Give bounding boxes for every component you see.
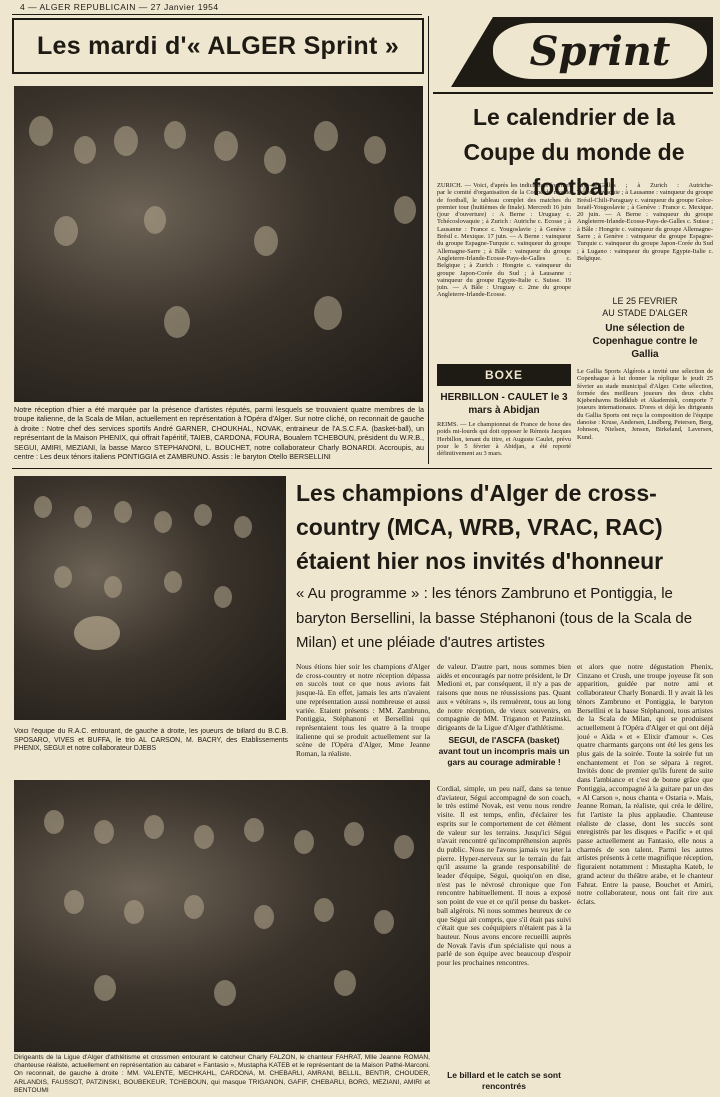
cross-col-b2: Cordial, simple, un peu naïf, dans sa tenue d'aviateur, Ségui accompagné de son coach, le très estimé Novak, est venu nous rendre visite. Il est temps, enfin, d'éclairer les esprits sur le comportement de cet élément de valeur sur les terrains. Jusqu'ici Ségui n'avait rencontré qu'incompréhension auprès du public. Nous ne l'avons jamais vu jeter la pierre. Hyper-nerveux sur le terrain du fait qu'il assume la grande responsabilité de leader d'équipe, Ségui, quoiqu'on en dise, n'est pas le névrosé chronique que l'on rencontre habituellement. Il nous a exposé son point de vue et ce qu'il pense du basket-ball algérois. Ni nous sommes heureux de ce que Ségui ait compris, que s'il était pas suivi c'était que ses coéquipiers n'étaient pas à la hauteur. Nous avons encore recueilli auprès de Novak l'avis d'un spécialiste qui nous a parlé de son équipe avec beaucoup d'espoir pour les prochaines rencontres.: [437, 785, 571, 968]
cross-col-c: et alors que notre dégustation Phenix, Cinzano et Crush, une troupe joyeuse fit son apparition, guidée par notre ami et collaborateur Charly Bonardi. Il y avait là les ténors Zambruno et Pontiggia, le baryton Bersellini et la basse Stéphanoni, tous artistes de la Scala de Milan, qui se produisent actuellement à l'Opéra d'Alger et qui ont déjà joué « Aïda » et « Elixir d'amour ». Ces quatre charmants garçons ont été les gens les plus gais de la soirée. Toute la soirée fut un enchantement et l'on se sépara à regret. Invités donc de premier qu'ils furent de suite dans l'ambiance et c'est de bonne grâce que Pontiggia, accompagné à la guitare par un des « Al Carson », nous chanta « Ostaria ». Mais, Jeanne Roman, la réaliste, qui créa le délire, fut l'artiste la plus applaudie. Chanteuse réaliste de classe, dont les succès sont enregistrés par les disques « Pacific » et qui passe actuellement au Fantasio, elle nous a charmés de son talent. Parmi les autres artistes présents à cette magnifique réception, figuraient notamment : Mustapha Kateb, le grand acteur du théâtre arabe, et le chanteur Fahrat. Entre la pause, Bouchet et Amiri, notre collaborateur, nous ont fait rire aux éclats.: [577, 663, 713, 906]
boxe-headline: HERBILLON - CAULET le 3 mars à Abidjan: [440, 392, 568, 416]
cross-col-b: de valeur. D'autre part, nous sommes bien aidés et encouragés par notre président, le Dr Medioni et, par conséquent, il n'y a pas de raisons que nous ne réussissions pas. Quant aux « vétérans », ils remuèrent, tous au long de notre réception, de vieux souvenirs, en compagnie de MM. Triganon et Patzinski, dirigeants de la Ligue d'Alger d'athlétisme.: [437, 663, 571, 732]
boxe-body: REIMS. — Le championnat de France de boxe des poids mi-lourds qui doit opposer le Rémois Jacques Herbillon, tenant du titre, et Auguste Caulet, prévu pour le 5 février à Abidjan, a été reporté définitivement au 3 mars.: [437, 421, 571, 458]
cross-headline: Les champions d'Alger de cross-country (MCA, WRB, VRAC, RAC) étaient hier nos invités d'honneur: [296, 480, 664, 574]
segui-headline: SEGUI, de l'ASCFA (basket) avant tout un incompris mais un gars au courage admirable !: [438, 735, 570, 767]
mardi-photo: [14, 86, 423, 402]
boxe-label: BOXE: [484, 368, 523, 382]
page-number: 4: [20, 2, 26, 12]
mardi-caption: Notre réception d'hier a été marquée par la présence d'artistes réputés, parmi lesquels se trouvaient quatre membres de la troupe italienne, de la Scala de Milan, actuellement en représentation à l'Opéra d'Alger. Sur notre cliché, on reconnait de gauche à droite : Notre chef des services sportifs André GARNER, CHOUKHAL, NOVAK, entraineur de l'A.S.C.F.A. (basket-ball), un représentant de la Maison PHENIX, qui offrait l'apéritif, TAIEB, CARDONA, FOURA, Boualem TCHEBOUN, président du W.R.B., SEGUI, AMIRI, MEZIANI, la basse Marco STEPHANONI, L. BOUCHET, notre collaborateur Charly BONARDI. Accroupis, au centre : Les deux ténors italiens PONTIGGIA et ZAMBRUNO. Assis : le baryton Otello BERSELLINI: [14, 405, 424, 462]
sprint-logo-text: Sprint: [529, 27, 671, 75]
ligue-caption: Dirigeants de la Ligue d'Alger d'athlétisme et crossmen entourant le catcheur Charly FALZON, le chanteur FAHRAT, Mlle Jeanne ROMAN, chanteuse réaliste, actuellement en représentation au cabaret « Fantasio », Mustapha KATEB et le représentant de la Maison Pathé-Marconi. On reconnait, de gauche à droite : MM. VALENTE, MECHKAHL, CARDONA, M. CHEBARLI, AMRANI, BELLIL, BENTIR, CHOUDER, ARLANDIS, FAUSSOT, PATZINSKI, BOUBEKEUR, TCHEBOUN, qui masque TRIGANON, GAFIF, CHEBARLI, BORG, MEZIANI, AMIRI et BENTOUMI: [14, 1054, 430, 1094]
rac-photo: [14, 476, 286, 720]
header-rule: [12, 14, 422, 15]
boxe-label-box: [437, 364, 571, 386]
sprint-logo: [433, 17, 713, 87]
mardi-headline: Les mardi d'« ALGER Sprint »: [36, 31, 400, 60]
billard-headline: Le billard et le catch se sont rencontrés: [447, 1070, 561, 1091]
coupe-col-2: Pays-de-Galles ; à Zurich : Autriche-Tchécoslovaquie ; à Lausanne : vainqueur du groupe Brésil-Chili-Paraguay c. vainqueur du groupe Grèce-Israël-Yougoslavie ; à Genève : France c. Mexique. 20 juin. — A Berne : vainqueur du groupe Angleterre-Irlande-Ecosse-Pays-de-Galles c. Suisse ; à Bâle : Hongrie c. vainqueur du groupe Allemagne-Sarre ; à Genève : vainqueur du groupe Espagne-Turquie c. vainqueur du groupe Japon-Corée du Sud ; à Lugano : vainqueur du groupe Egypte-Italie c. Belgique.: [577, 182, 713, 262]
cross-subhead: « Au programme » : les ténors Zambruno et Pontiggia, le baryton Bersellini, la basse Stéphanoni (tous de la Scala de Milan) et une pléiade d'autres artistes: [296, 585, 693, 651]
page-header: 4 — ALGER REPUBLICAIN — 27 Janvier 1954: [20, 2, 219, 12]
gallia-headline: Une sélection de Copenhague contre le Gallia: [592, 323, 698, 360]
mardi-headline-box: [12, 18, 424, 74]
coupe-headline: Le calendrier de la Coupe du monde de football: [463, 104, 685, 200]
issue-date: 27 Janvier 1954: [150, 2, 219, 12]
gallia-kicker-2: AU STADE D'ALGER: [602, 308, 688, 318]
rac-caption: Voici l'équipe du R.A.C. entourant, de gauche à droite, les joueurs de billard du B.C.B. SPOSARO, VIVES et BUFFA, le trio AL CARSON, M. BACRY, des Etablissements PHENIX, SEGUI et notre collaborateur DJEBS: [14, 728, 288, 753]
ligue-photo: [14, 780, 430, 1052]
newspaper-name: ALGER REPUBLICAIN: [39, 2, 136, 12]
gallia-kicker-1: LE 25 FEVRIER: [612, 296, 678, 306]
cross-col-a: Nous étions hier soir les champions d'Alger de cross-country et notre réception dépassa en succès tout ce que nous avions fait jusque-là. En effet, jamais les arts n'avaient une représentation aussi nombreuse et aussi variée. Etaient présents : MM. Zambruno, Pontiggia, Stéphanoni et Bersellini qui représentaient tous les quatre à la troupe italienne qui se produit actuellement sur la scène de l'Opéra d'Alger, Mme Jeanne Roman, la réaliste.: [296, 663, 430, 759]
coupe-col-1: ZURICH. — Voici, d'après les indications fournies par le comité d'organisation de la Coupe du monde de football, le tableau complet des matches du premier tour (huitièmes de finale). Mercredi 16 juin (jour d'ouverture) : A Berne : Uruguay c. Tchécoslovaquie ; à Zurich : Autriche c. Ecosse ; à Lausanne : France c. Yougoslavie ; à Genève : Brésil c. Mexique. 17 juin. — A Berne : vainqueur du groupe Espagne-Turquie c. vainqueur du groupe Allemagne-Sarre ; à Bâle : vainqueur du groupe Angleterre-Irlande-Ecosse-Pays-de-Galles c. Belgique ; à Zurich : Hongrie c. vainqueur du groupe Japon-Corée du Sud ; à Lausanne : vainqueur du groupe Egypte-Italie c. Suisse. 19 juin. — A Bâle : Uruguay c. 2me du groupe Angleterre-Irlande-Ecosse.: [437, 182, 571, 299]
gallia-body: Le Gallia Sports Algérois a invité une sélection de Copenhague à lui donner la réplique le jeudi 25 février au stade municipal d'Alger. Cette sélection, formée des meilleurs joueurs des deux clubs Kjøbenhavns Boldklub et Akademisk, comporte 7 joueurs internationaux. D'ores et déjà les dirigeants du Gallia Sports ont reçu la composition de l'équipe danoise : Kruse, Andersen, Lindberg, Petersen, Berg, Johnson, Nielsen, Jensen, Birkeland, Laversen, Kund.: [577, 368, 713, 441]
